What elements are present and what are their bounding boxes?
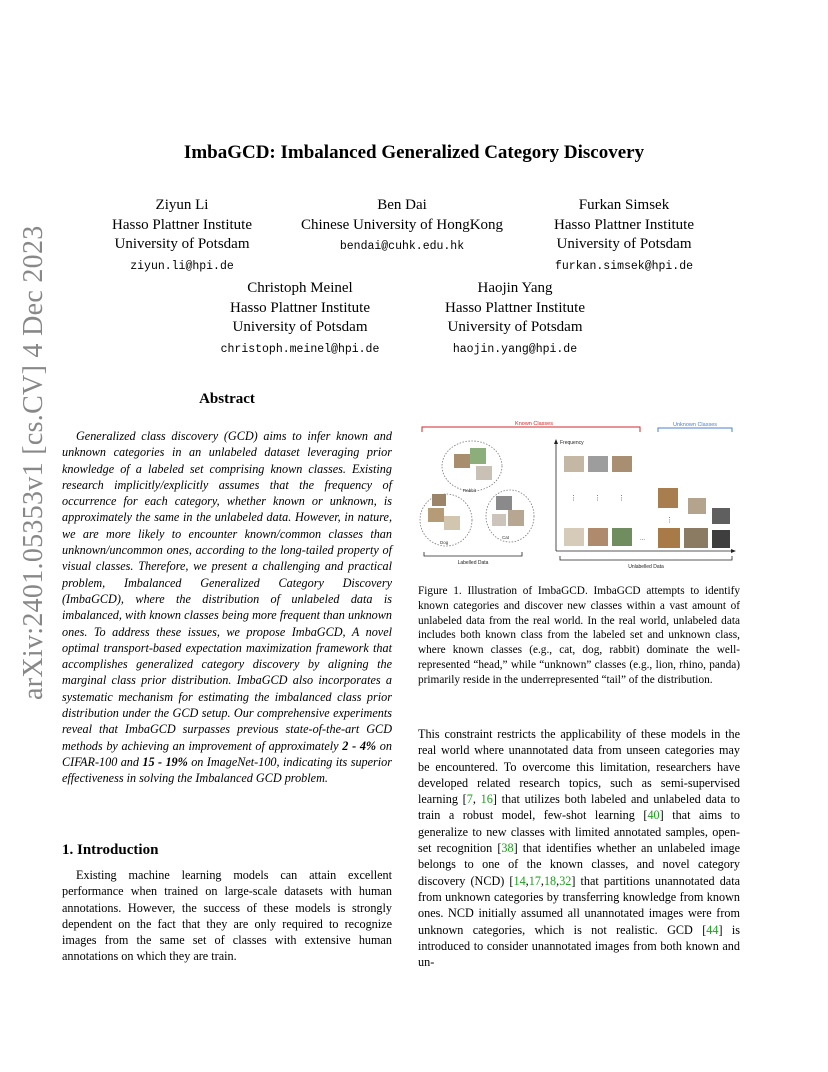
image-thumbnail	[476, 466, 492, 480]
image-thumbnail	[658, 488, 678, 508]
citation-link[interactable]: 18	[543, 873, 557, 888]
image-thumbnail	[492, 514, 506, 526]
citation-link[interactable]: 14	[513, 873, 526, 888]
image-thumbnail	[432, 494, 446, 506]
frequency-label: Frequency	[560, 440, 584, 446]
unlabelled-data-label: Unlabelled Data	[628, 564, 664, 570]
figure-caption: Figure 1. Illustration of ImbaGCD. ImbaGCD attempts to identify known categories and discover new classes within a vast amount of unlabeled data from the real world. In the real world, unlabeled data includes both known class from the labeled set and unknown class, where known classes (e.g., cat, dog, rabbit) dominate the well-represented “head,” while “unknown” classes (e.g., lion, rhino, panda) primarily reside in the underrepresented “tail” of the distribution.	[418, 585, 740, 686]
author-email: ziyun.li@hpi.de	[130, 259, 234, 273]
image-thumbnail	[588, 456, 608, 472]
citation-link[interactable]: 16	[480, 792, 493, 807]
author-email: haojin.yang@hpi.de	[452, 342, 578, 356]
author-affiliation: Hasso Plattner Institute	[554, 216, 694, 233]
svg-text:...: ...	[640, 536, 646, 542]
arxiv-stamp: arXiv:2401.05353v1 [cs.CV] 4 Dec 2023	[18, 225, 49, 700]
image-thumbnail	[612, 456, 632, 472]
image-thumbnail	[496, 496, 512, 510]
author-name: Ben Dai	[377, 197, 427, 213]
image-thumbnail	[564, 456, 584, 472]
author-name: Christoph Meinel	[247, 280, 353, 296]
abstract-heading: Abstract	[199, 391, 255, 407]
figure-1	[418, 418, 740, 570]
citation-link[interactable]: 17	[528, 873, 541, 888]
author-name: Haojin Yang	[477, 280, 553, 296]
section-heading: 1. Introduction	[62, 842, 159, 858]
citation-link[interactable]: 32	[559, 873, 572, 888]
author-block	[540, 196, 708, 276]
citation-link[interactable]: 44	[706, 922, 719, 937]
author-affiliation: Hasso Plattner Institute	[445, 299, 585, 316]
image-thumbnail	[684, 528, 708, 548]
image-thumbnail	[470, 448, 486, 464]
citation-link[interactable]: 38	[501, 841, 514, 856]
body-paragraph: This constraint restricts the applicability of these models in the real world where unannotated data from unseen categories may be encountered. To overcome this limitation, researchers have developed related research topics, such as semi-supervised learning [7, 16] that utilizes both labeled and unlabeled data to train a robust model, few-shot learning [40] that aims to generalize to new classes with limited annotated samples, open-set recognition [38] that identifies whether an unlabeled image belongs to one of the known classes, and novel category discovery (NCD) [14,17,18,32] that partitions unannotated data from unknown categories by transferring knowledge from known ones. NCD initially assumed all unannotated images were from unknown categories, which is not realistic. GCD [44] is introduced to consider unannotated images from both known and un-	[418, 727, 741, 970]
image-thumbnail	[688, 498, 706, 514]
image-thumbnail	[658, 528, 680, 548]
author-block	[206, 279, 394, 359]
image-thumbnail	[612, 528, 632, 546]
author-email: bendai@cuhk.edu.hk	[339, 240, 465, 253]
citation-link[interactable]: 40	[647, 808, 660, 823]
author-name: Ziyun Li	[155, 197, 209, 213]
author-affiliation: Hasso Plattner Institute	[112, 216, 252, 233]
image-thumbnail	[588, 528, 608, 546]
image-thumbnail	[444, 516, 460, 530]
author-affiliation: Hasso Plattner Institute	[230, 299, 370, 316]
author-name: Furkan Simsek	[578, 197, 670, 213]
abstract-text: Generalized class discovery (GCD) aims to infer known and unknown categories in an unlabeled dataset leveraging prior knowledge of a labeled set comprising known classes. Existing research implicitly/explicitly assumes that the frequency of occurrence for each category, whether known or unknown, is approximately the same in the unlabeled data. However, in nature, we are more likely to encounter known/common classes than unknown/uncommon ones, according to the long-tailed property of visual classes. Therefore, we present a challenging and practical problem, Imbalanced Generalized Category Discovery (ImbaGCD), where the distribution of unlabeled data is imbalanced, with known classes being more frequent than unknown ones. To address these issues, we propose ImbaGCD, A novel optimal transport-based expectation maximization framework that accomplishes generalized category discovery by aligning the marginal class prior distribution. ImbaGCD also incorporates a systematic mechanism for estimating the imbalanced class prior distribution under the GCD setup. Our comprehensive experiments reveal that ImbaGCD surpasses previous state-of-the-art GCD methods by achieving an improvement of approximately 2 - 4% on CIFAR-100 and 15 - 19% on ImageNet-100, indicating its superior effectiveness in solving the Imbalanced GCD problem.	[62, 429, 393, 786]
image-thumbnail	[428, 508, 444, 522]
image-thumbnail	[712, 530, 730, 548]
author-affiliation: University of Potsdam	[232, 319, 368, 335]
image-thumbnail	[564, 528, 584, 546]
author-block	[98, 196, 266, 276]
author-block	[286, 196, 518, 257]
author-affiliation: University of Potsdam	[114, 236, 250, 252]
paper-title: ImbaGCD: Imbalanced Generalized Category Discovery	[183, 142, 645, 163]
author-email: christoph.meinel@hpi.de	[220, 342, 380, 356]
author-affiliation: University of Potsdam	[447, 319, 583, 335]
svg-text:⋮: ⋮	[666, 517, 673, 524]
svg-text:⋮: ⋮	[594, 495, 601, 502]
image-thumbnail	[712, 508, 730, 524]
author-block	[424, 279, 606, 359]
author-affiliation: University of Potsdam	[556, 236, 692, 252]
label-rabbit: Rabbit	[463, 488, 477, 493]
unknown-classes-bracket	[658, 428, 732, 432]
intro-paragraph: Existing machine learning models can attain excellent performance when trained on large-scale datasets with human annotations. However, the success of these models is strongly dependent on the fact that they are only required to recognize images from the same set of classes with extensive human annotations on which they are train.	[62, 868, 392, 964]
label-cat: Cat	[502, 535, 510, 540]
author-email: furkan.simsek@hpi.de	[554, 259, 694, 273]
image-thumbnail	[508, 510, 524, 526]
author-affiliation: Chinese University of HongKong	[300, 216, 504, 233]
known-classes-label: Known Classes	[515, 421, 553, 427]
label-dog: Dog	[440, 540, 449, 545]
citation-link[interactable]: 7	[466, 792, 473, 807]
unknown-classes-label: Unknown Classes	[672, 422, 718, 428]
known-classes-bracket	[422, 427, 640, 432]
svg-text:⋮: ⋮	[570, 495, 577, 502]
image-thumbnail	[454, 454, 470, 468]
svg-text:⋮: ⋮	[618, 495, 625, 502]
labelled-data-label: Labelled Data	[457, 560, 489, 566]
